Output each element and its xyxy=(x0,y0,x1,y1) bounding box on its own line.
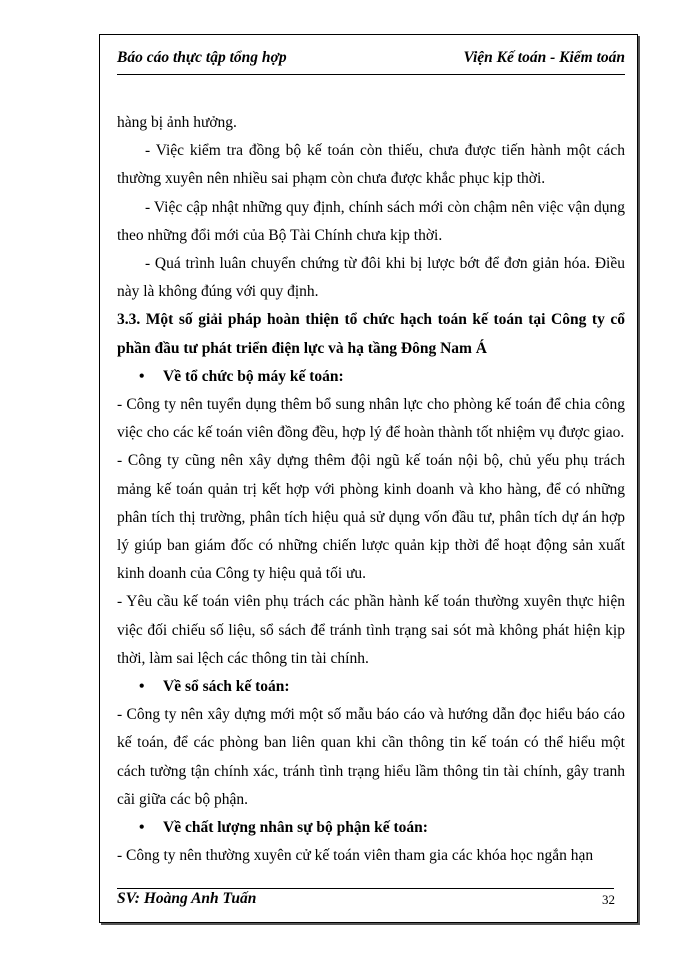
bullet-icon: • xyxy=(139,819,145,837)
paragraph-reconciliation: - Yêu cầu kế toán viên phụ trách các phần hành kế toán thường xuyên thực hiện việc đối chiếu số liệu, sổ sách để tránh tình trạng sai sót mà không phát hiện kịp thời, làm sai lệch các thông tin tài chính. xyxy=(117,593,625,667)
page-header xyxy=(117,46,625,75)
paragraph-training: - Công ty nên thường xuyên cử kế toán viên tham gia các khóa học ngắn hạn xyxy=(117,847,594,865)
bullet-heading-label: Về chất lượng nhân sự bộ phận kế toán: xyxy=(163,819,428,837)
footer-divider xyxy=(117,888,614,889)
paragraph-limitation-check: - Việc kiểm tra đồng bộ kế toán còn thiếu, chưa được tiến hành một cách thường xuyên nên nhiều sai phạm còn chưa được khắc phục kịp thời. xyxy=(117,142,625,188)
bullet-icon: • xyxy=(139,678,145,696)
paragraph-limitation-regulation: - Việc cập nhật những quy định, chính sách mới còn chậm nên việc vận dụng theo những đổi mới của Bộ Tài Chính chưa kịp thời. xyxy=(117,198,625,244)
paragraph-continuation: hàng bị ảnh hưởng. xyxy=(117,114,237,131)
paragraph-recruitment: - Công ty nên tuyển dụng thêm bổ sung nhân lực cho phòng kế toán để chia công việc cho các kế toán viên đồng đều, hợp lý để hoàn thành tốt nhiệm vụ được giao. xyxy=(117,396,625,442)
page-number: 32 xyxy=(602,892,615,907)
header-institute: Viện Kế toán - Kiểm toán xyxy=(463,49,625,66)
section-heading-3-3: 3.3. Một số giải pháp hoàn thiện tổ chức hạch toán kế toán tại Công ty cổ phần đầu tư phát triển điện lực và hạ tầng Đông Nam Á xyxy=(117,311,625,357)
bullet-heading-staff-quality xyxy=(117,814,625,842)
footer-student-name: SV: Hoàng Anh Tuấn xyxy=(117,890,257,907)
paragraph-limitation-documents: - Quá trình luân chuyển chứng từ đôi khi bị lược bớt để đơn giản hóa. Điều này là không đúng với quy định. xyxy=(117,255,625,301)
header-report-title: Báo cáo thực tập tổng hợp xyxy=(117,49,287,66)
bullet-heading-organization xyxy=(117,363,625,391)
bullet-heading-label: Về sổ sách kế toán: xyxy=(163,678,290,696)
bullet-heading-label: Về tổ chức bộ máy kế toán: xyxy=(163,367,344,385)
paragraph-internal-team: - Công ty cũng nên xây dựng thêm đội ngũ kế toán nội bộ, chủ yếu phụ trách mảng kế toán quản trị kết hợp với phòng kinh doanh và kho hàng, để có những phân tích thị trường, phân tích hiệu quả sử dụng vốn đầu tư, phân tích dự án hợp lý giúp ban giám đốc có những chiến lược quản kịp thời để hoạt động sản xuất kinh doanh của Công ty hiệu quả tối ưu. xyxy=(117,452,625,583)
bullet-icon: • xyxy=(139,367,145,385)
document-body xyxy=(117,109,625,870)
paragraph-report-templates: - Công ty nên xây dựng mới một số mẫu báo cáo và hướng dẫn đọc hiểu báo cáo kế toán, để các phòng ban liên quan khi cần thông tin kế toán có thể hiểu một cách tường tận chính xác, tránh tình trạng hiểu lầm thông tin tài chính, gây tranh cãi giữa các bộ phận. xyxy=(117,706,625,808)
bullet-heading-books xyxy=(117,673,625,701)
